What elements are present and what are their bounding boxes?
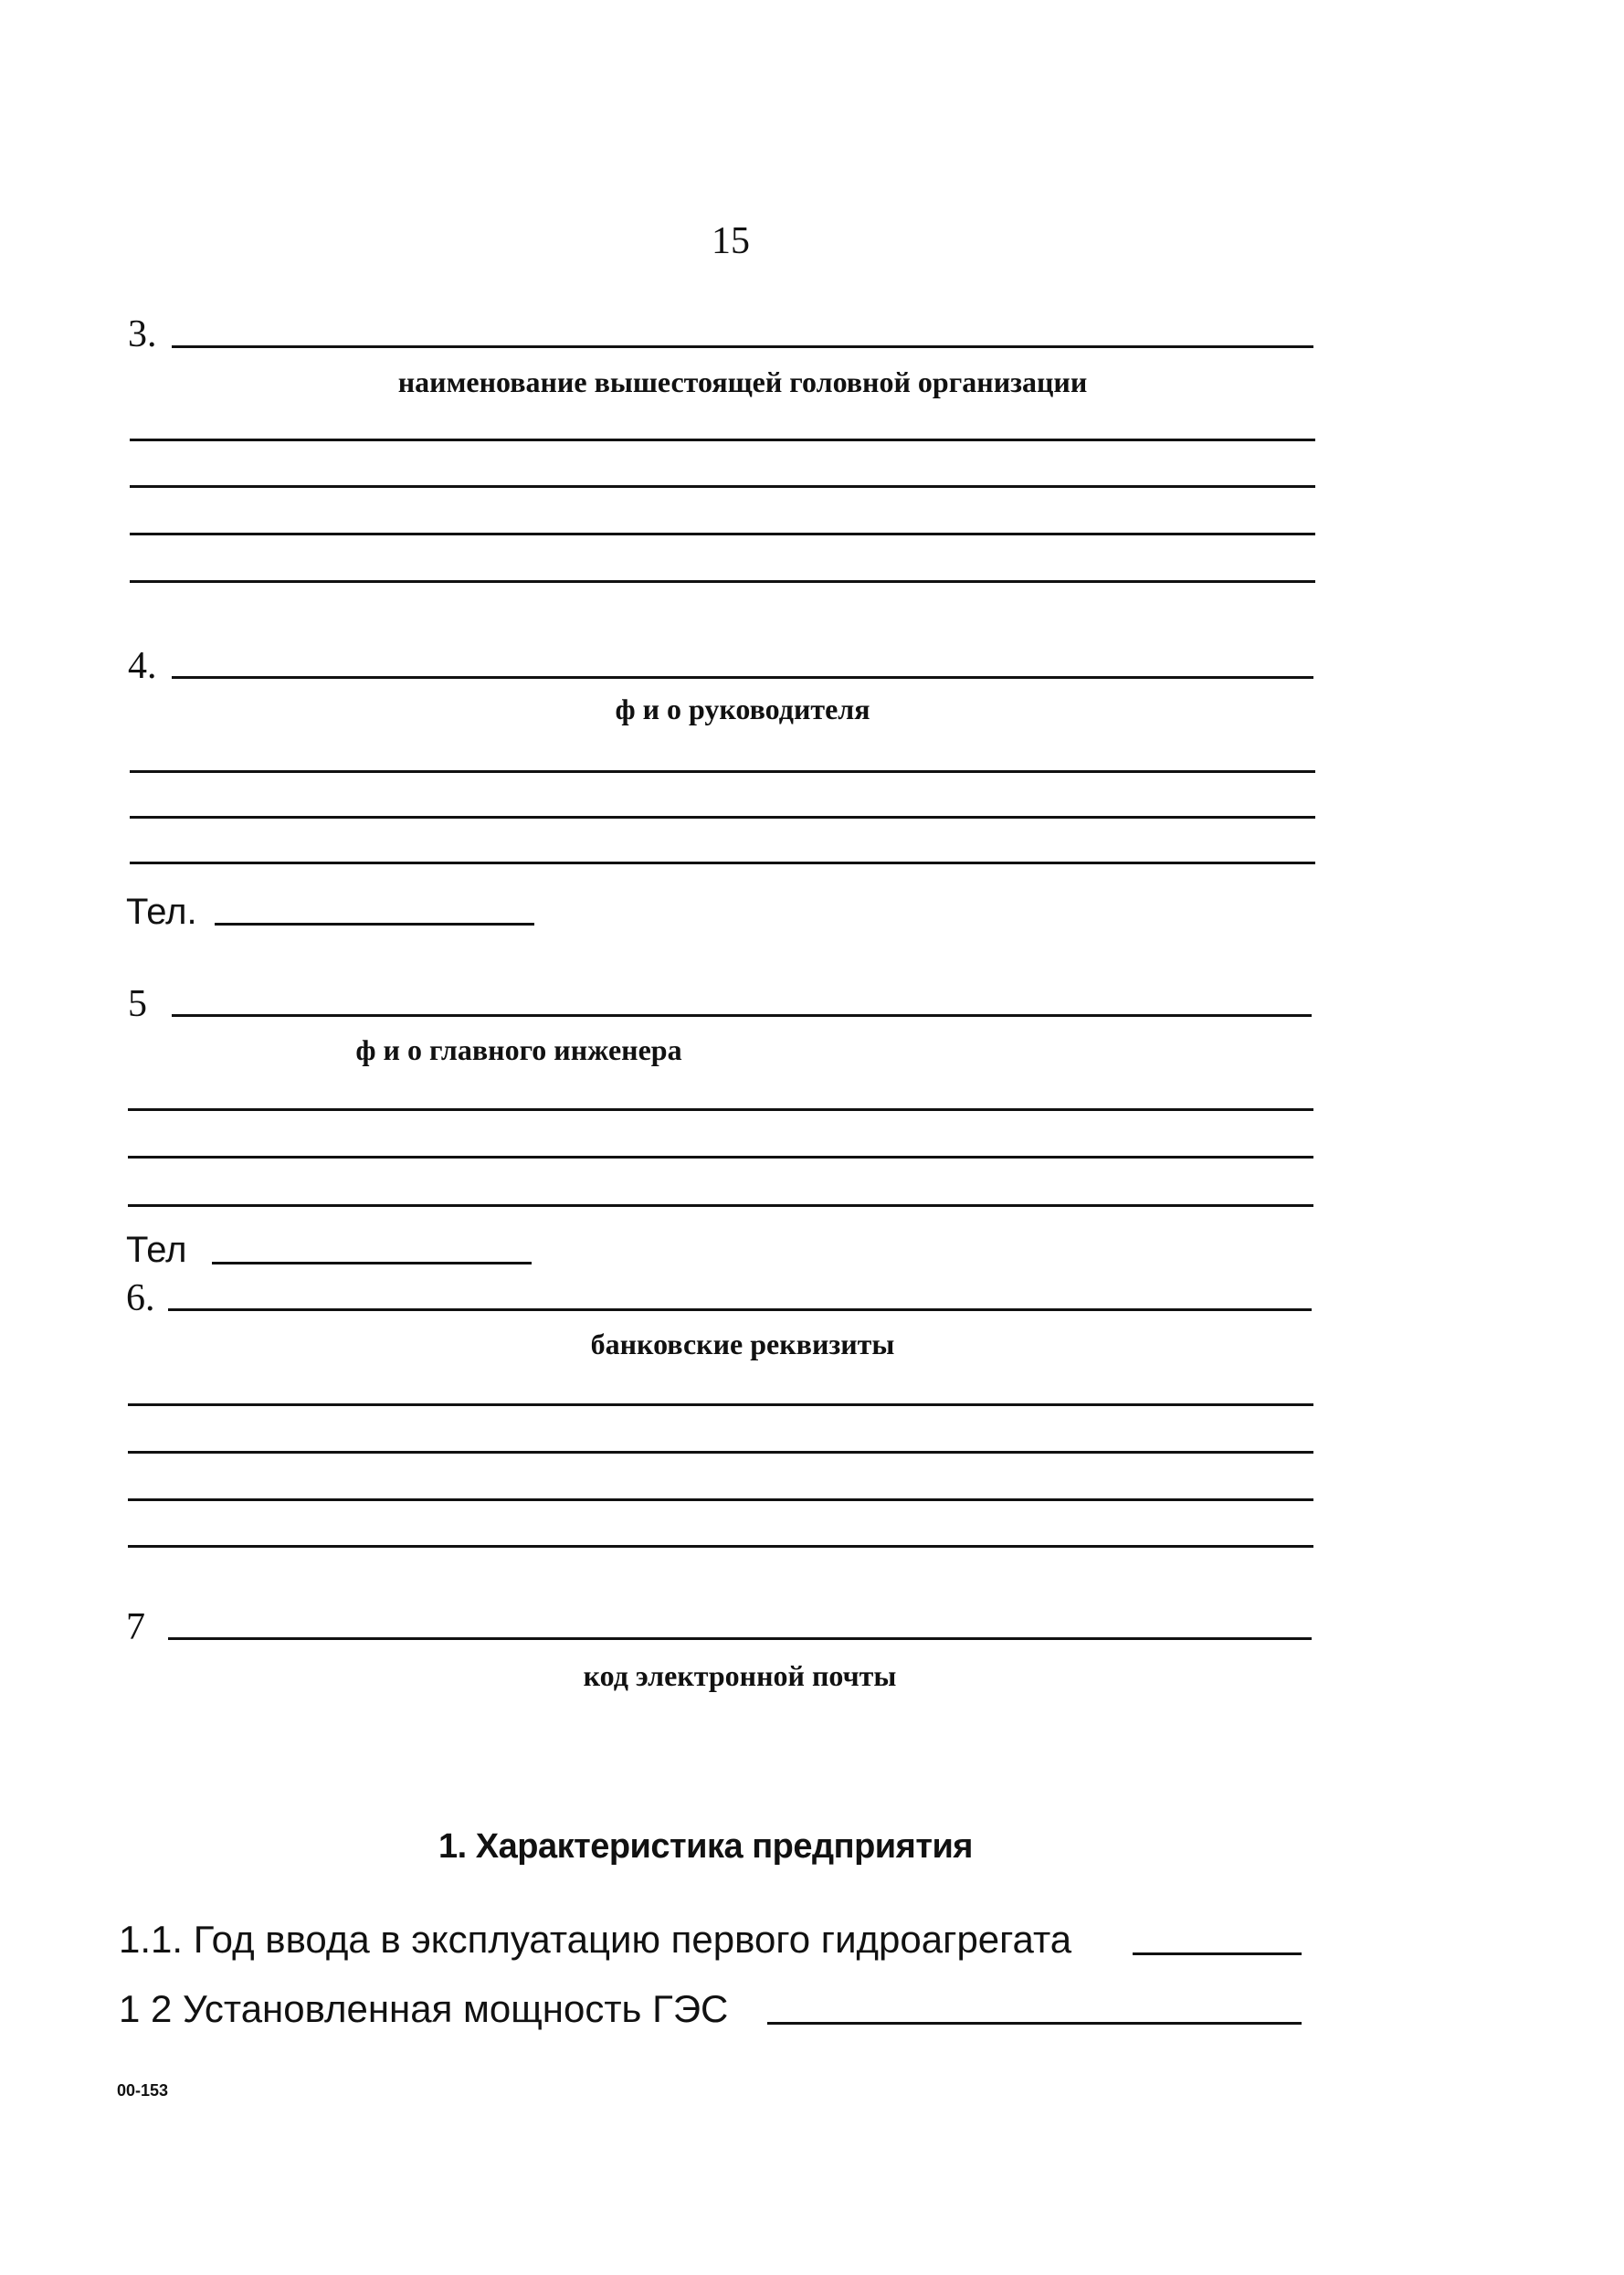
field-6-caption: банковские реквизиты [590,1328,895,1360]
field-5-tel-line[interactable] [212,1262,532,1264]
field-4-number: 4. [128,645,157,687]
section-heading: 1. Характеристика предприятия [438,1827,973,1866]
field-5-line-3[interactable] [128,1204,1313,1207]
item-1-2-input-line[interactable] [767,2022,1302,2025]
field-4-tel-label: Тел. [126,892,197,932]
field-6-number: 6. [126,1277,155,1319]
field-3-line-2[interactable] [130,485,1315,488]
field-5-line-1[interactable] [128,1108,1313,1111]
field-6-line-3[interactable] [128,1498,1313,1501]
field-4-line-2[interactable] [130,816,1315,819]
field-5-tel-label: Тел [126,1230,187,1270]
field-5-caption: ф и о главного инженера [355,1033,682,1066]
field-5-line-2[interactable] [128,1156,1313,1159]
field-7-number: 7 [126,1606,145,1648]
field-5-input-line[interactable] [172,1014,1312,1017]
field-4-caption: ф и о руководителя [615,693,870,725]
field-4-line-3[interactable] [130,862,1315,864]
field-3-line-1[interactable] [130,439,1315,441]
field-4-line-1[interactable] [130,770,1315,773]
field-5-number: 5 [128,983,147,1025]
field-3-number: 3. [128,313,157,355]
field-6-line-2[interactable] [128,1451,1313,1454]
item-1-2-label: 1 2 Установленная мощность ГЭС [119,1987,729,2030]
field-3-line-4[interactable] [130,580,1315,583]
field-3-input-line[interactable] [172,345,1313,348]
page-number: 15 [712,220,750,262]
field-3-caption: наименование вышестоящей головной организации [397,365,1088,398]
item-1-1-input-line[interactable] [1133,1952,1302,1955]
document-code: 00-153 [117,2081,169,2100]
field-3-line-3[interactable] [130,533,1315,535]
field-4-input-line[interactable] [172,676,1313,679]
field-6-line-1[interactable] [128,1403,1313,1406]
field-7-caption: код электронной почты [583,1659,897,1692]
field-4-tel-line[interactable] [215,923,534,926]
field-7-input-line[interactable] [168,1637,1312,1640]
field-6-line-4[interactable] [128,1545,1313,1548]
item-1-1-label: 1.1. Год ввода в эксплуатацию первого гидроагрегата [119,1918,1072,1961]
field-6-input-line[interactable] [168,1308,1312,1311]
